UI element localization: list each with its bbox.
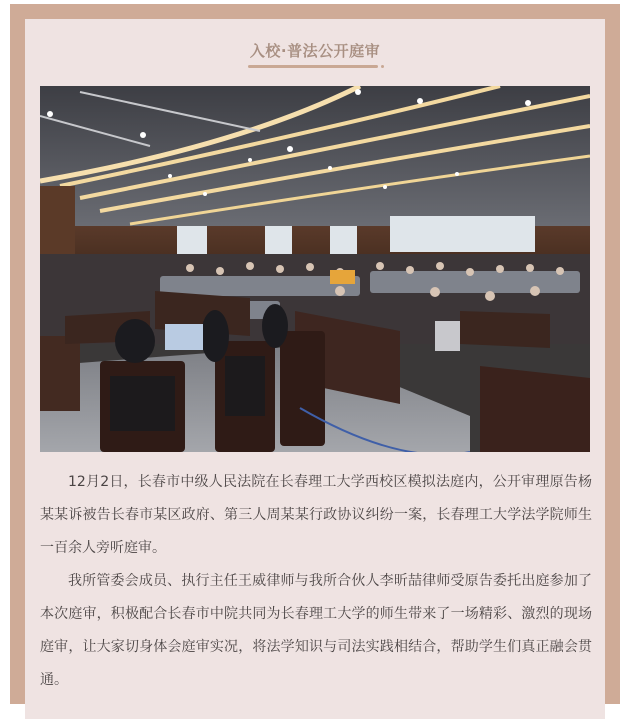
article-panel bbox=[25, 19, 605, 719]
article-body bbox=[40, 466, 592, 697]
paragraph-1: 12月2日，长春市中级人民法院在长春理工大学西校区模拟法庭内，公开审理原告杨某某诉被告长春市某区政府、第三人周某某行政协议纠纷一案，长春理工大学法学院师生一百余人旁听庭审。 bbox=[40, 474, 592, 556]
title-underline bbox=[248, 65, 378, 68]
title-underline-dot bbox=[381, 65, 384, 68]
section-header bbox=[25, 40, 605, 68]
decorative-frame bbox=[10, 4, 620, 704]
courtroom-photo bbox=[40, 86, 590, 452]
section-title: 入校·普法公开庭审 bbox=[249, 42, 381, 60]
section-title-container bbox=[248, 40, 382, 68]
paragraph-2: 我所管委会成员、执行主任王威律师与我所合伙人李昕喆律师受原告委托出庭参加了本次庭审，积极配合长春市中院共同为长春理工大学的师生带来了一场精彩、激烈的现场庭审，让大家切身体会庭审实况，将法学知识与司法实践相结合，帮助学生们真正融会贯通。 bbox=[40, 573, 592, 688]
courtroom-image bbox=[40, 86, 590, 452]
